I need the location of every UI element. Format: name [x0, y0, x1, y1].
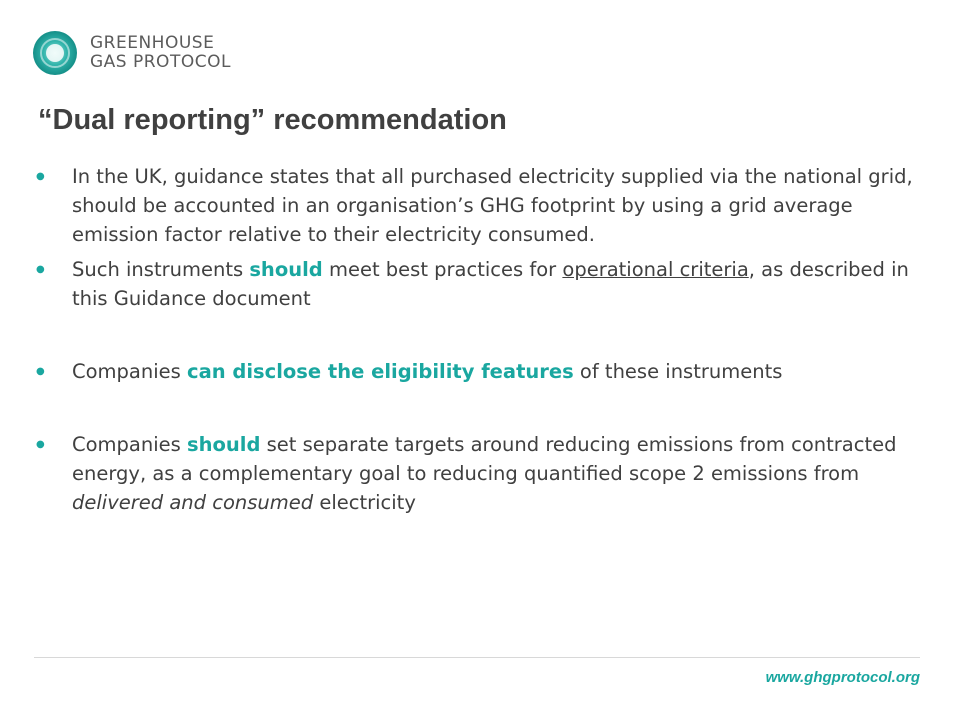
bullet-text-segment: Companies	[72, 433, 188, 456]
bullet-text-segment: , as described in this Guidance document	[72, 258, 909, 310]
bullet-item	[34, 255, 914, 313]
logo	[32, 30, 231, 76]
ghg-logo-icon	[32, 30, 78, 76]
emphasis-text: can disclose the eligibility features	[187, 360, 574, 383]
bullet-text	[72, 255, 914, 313]
emphasis-text: should	[249, 258, 323, 281]
bullet-text-segment: meet best practices for	[322, 258, 563, 281]
bullet-text	[72, 357, 914, 386]
bullet-text-segment: set separate targets around reducing emissions from contracted energy, as a complementary goal to reducing quantified scope 2 emissions from	[72, 433, 897, 485]
footer-divider	[34, 657, 920, 658]
bullet-item	[34, 430, 914, 517]
bullet-list	[34, 162, 914, 517]
logo-line-2: GAS PROTOCOL	[90, 52, 231, 72]
emphasis-text: should	[187, 433, 261, 456]
slide-title: “Dual reporting” recommendation	[38, 104, 507, 136]
bullet-icon: ●	[36, 439, 45, 450]
operational-criteria-link[interactable]: operational criteria	[562, 258, 749, 281]
bullet-icon: ●	[36, 366, 45, 377]
bullet-text-segment: electricity	[313, 491, 416, 514]
bullet-icon: ●	[36, 171, 45, 182]
bullet-item	[34, 357, 914, 386]
bullet-text-segment: Such instruments	[72, 258, 250, 281]
bullet-text: In the UK, guidance states that all purchased electricity supplied via the national grid, should be accounted in an organisation’s GHG footprint by using a grid average emission factor relative to their electricity consumed.	[72, 165, 913, 246]
italic-text: delivered and consumed	[72, 491, 314, 514]
bullet-item	[34, 162, 914, 249]
logo-wordmark	[90, 34, 231, 72]
bullet-text	[72, 430, 914, 517]
bullet-text-segment: of these instruments	[573, 360, 783, 383]
footer-url[interactable]: www.ghgprotocol.org	[765, 669, 920, 686]
logo-line-1: GREENHOUSE	[90, 33, 215, 53]
bullet-icon: ●	[36, 264, 45, 275]
bullet-text-segment: Companies	[72, 360, 188, 383]
